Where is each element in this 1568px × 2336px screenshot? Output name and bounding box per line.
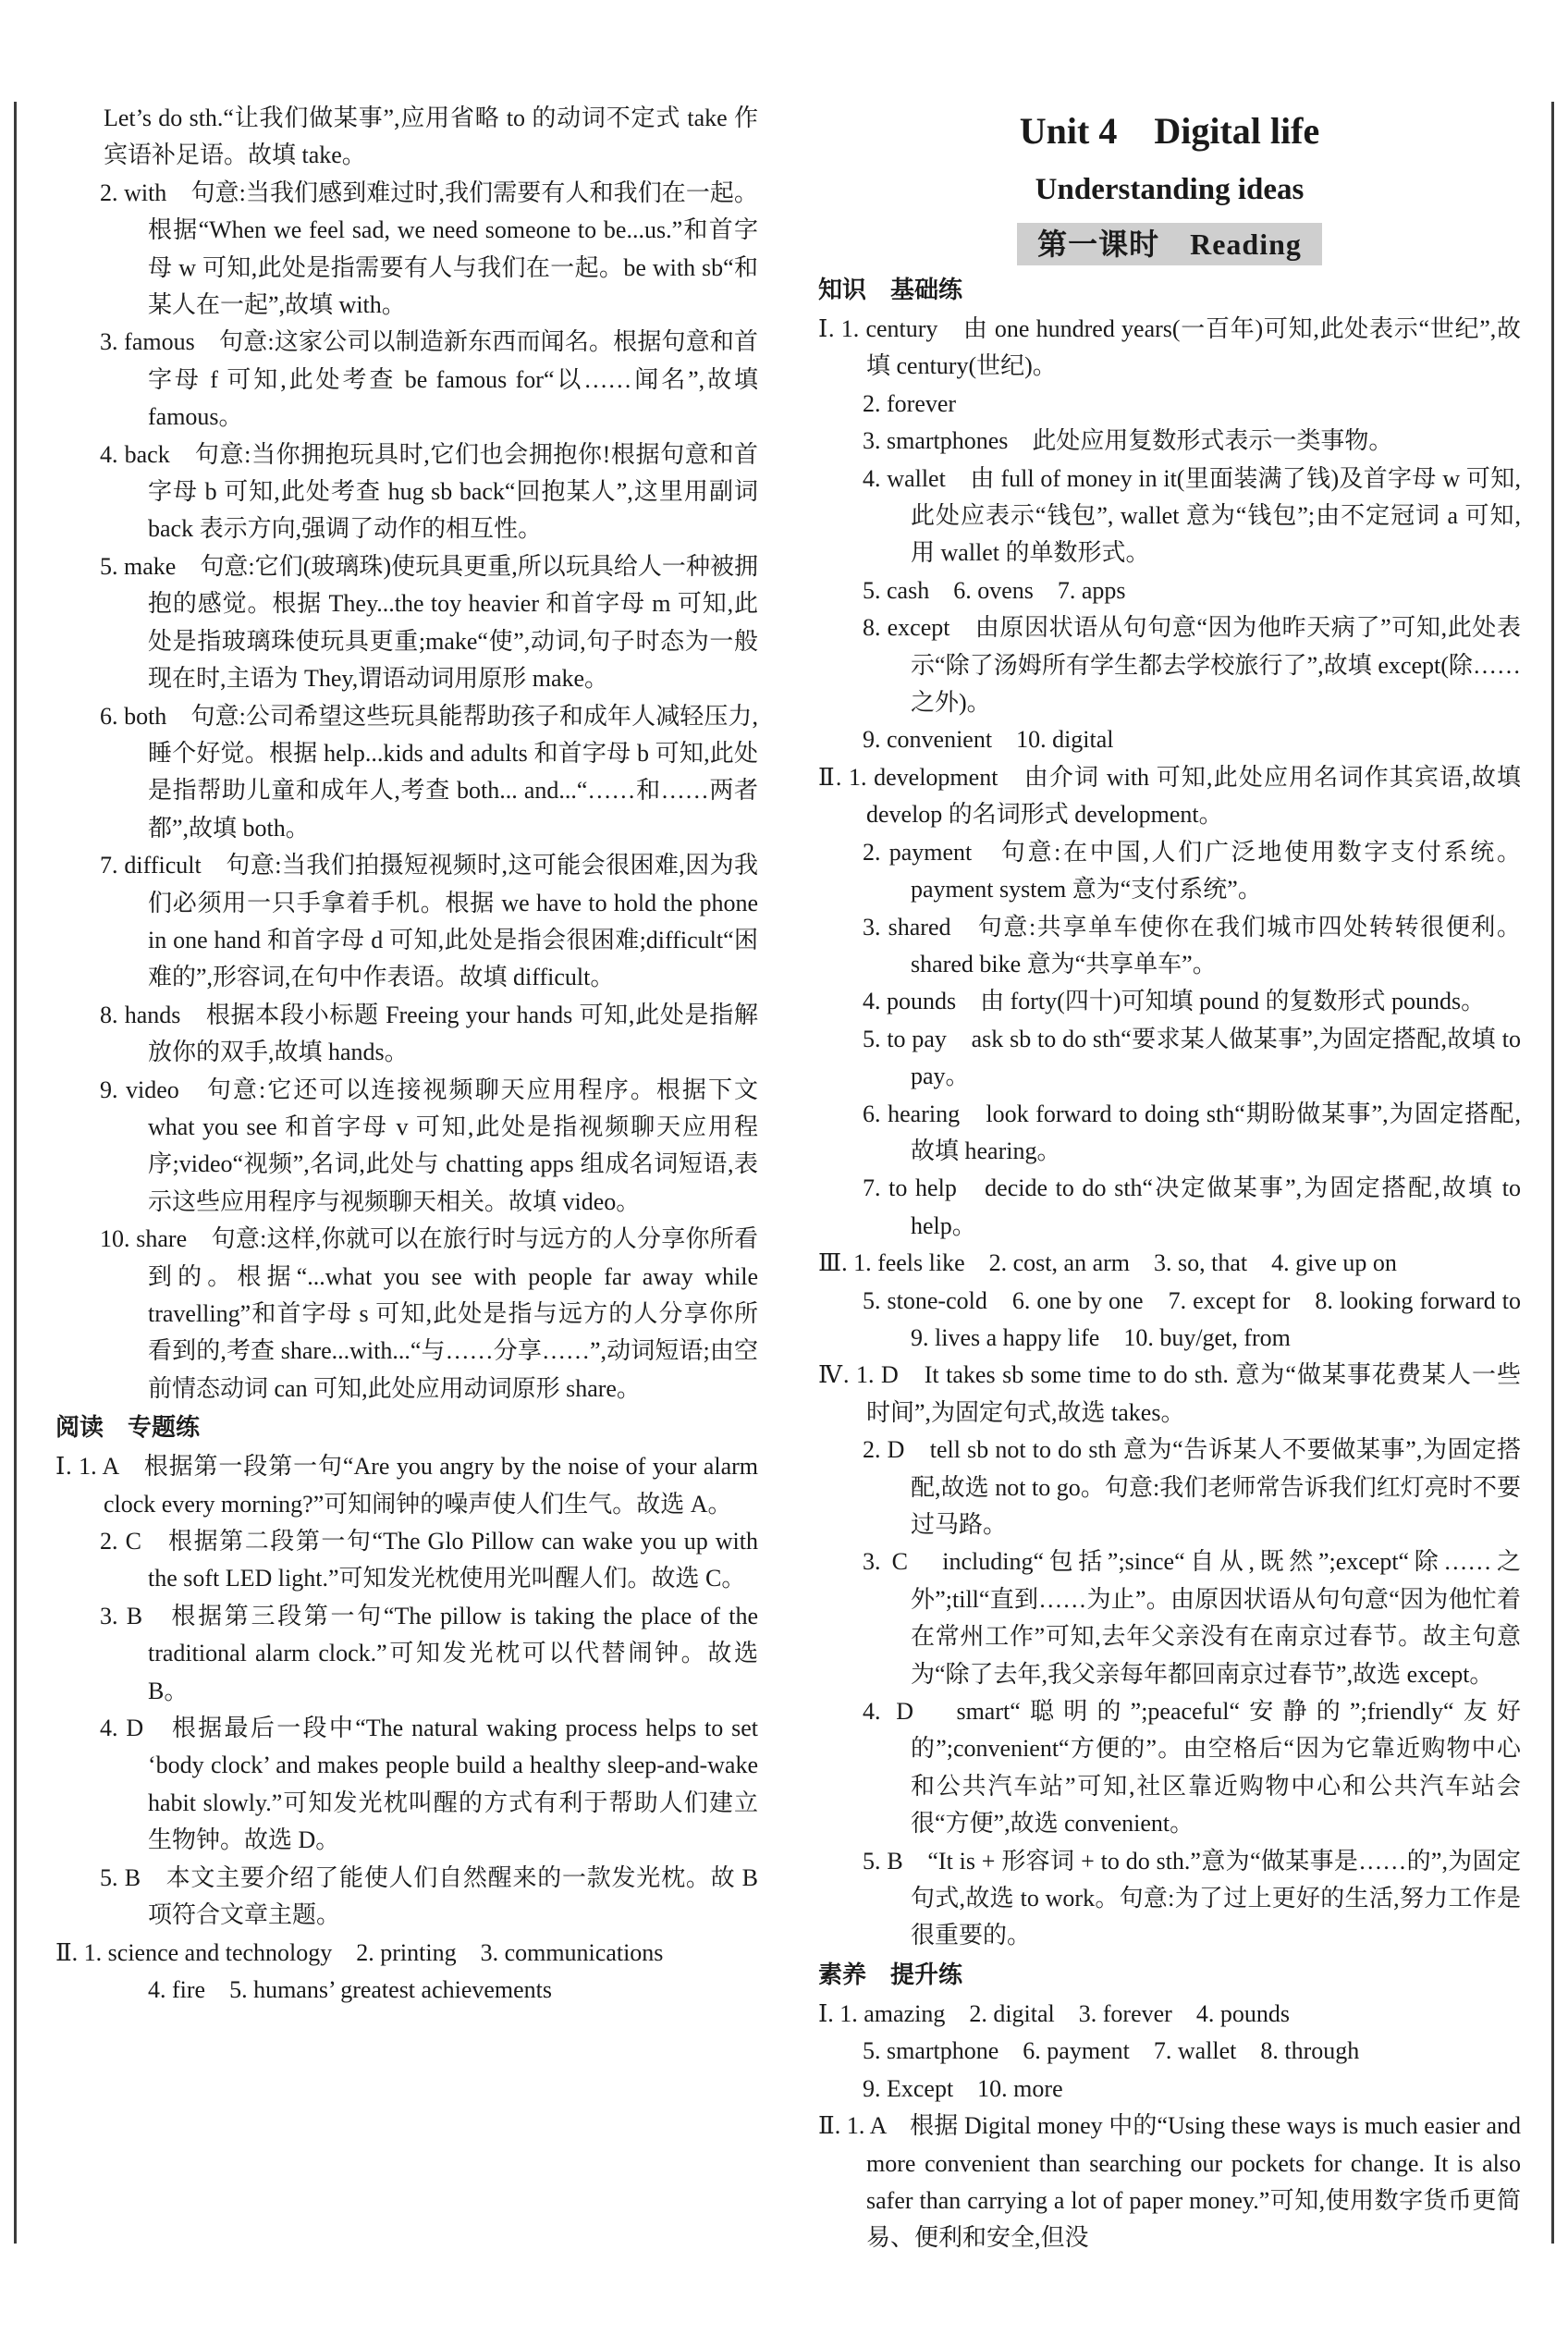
answer-entry: Ⅱ. 1. A 根据 Digital money 中的“Using these ways is much easier and more convenient than searching our pockets for change. It is also safer than carrying a lot of paper money.”可知,使用数字货币更简易、便利和安全,但没 [818, 2112, 1521, 2252]
answer-entry: 10. share 句意:这样,你就可以在旅行时与远方的人分享你所看到的。根据“...what you see with people far away while travelling”和首字母 s 可知,此处是指与远方的人分享你所看到的,考查 share...with...“与……分享……”,动词短语;由空前情态动词 can 可知,此处应用动词原形 share。 [100, 1225, 758, 1402]
right-margin-rule [1551, 102, 1554, 2244]
left-column [55, 100, 758, 2009]
answer-entry: Let’s do sth.“让我们做某事”,应用省略 to 的动词不定式 take 作宾语补足语。故填 take。 [104, 105, 758, 169]
answer-entry: 2. C 根据第二段第一句“The Glo Pillow can wake you up with the soft LED light.”可知发光枕使用光叫醒人们。故选 C。 [100, 1528, 758, 1592]
answer-entry: 5. B “It is + 形容词 + to do sth.”意为“做某事是……的”,为固定句式,故选 to work。句意:为了过上更好的生活,努力工作是很重要的。 [863, 1847, 1521, 1949]
answer-entry: 3. shared 句意:共享单车使你在我们城市四处转转很便利。shared bike 意为“共享单车”。 [863, 913, 1521, 977]
answer-entry: 5. stone-cold 6. one by one 7. except for 8. looking forward to 9. lives a happy life 10. buy/get, from [863, 1286, 1546, 1351]
answer-entry: 5. make 句意:它们(玻璃珠)使玩具更重,所以玩具给人一种被拥抱的感觉。根据 They...the toy heavier 和首字母 m 可知,此处是指玻璃珠使玩具更重;make“使”,动词,句子时态为一般现在时,主语为 They,谓语动词用原形 make。 [100, 552, 758, 693]
answer-entry: 7. difficult 句意:当我们拍摄短视频时,这可能会很困难,因为我们必须用一只手拿着手机。根据 we have to hold the phone in one hand 和首字母 d 可知,此处是指会很困难;difficult“困难的”,形容词,在句中作表语。故填 difficult。 [100, 852, 758, 991]
left-margin-rule [14, 102, 17, 2244]
right-entries [818, 270, 1546, 2257]
answer-entry: 4. wallet 由 full of money in it(里面装满了钱)及首字母 w 可知,此处应表示“钱包”, wallet 意为“钱包”;由不定冠词 a 可知,用 wallet 的单数形式。 [863, 464, 1521, 567]
answer-entry: 6. both 句意:公司希望这些玩具能帮助孩子和成年人减轻压力,睡个好觉。根据 help...kids and adults 和首字母 b 可知,此处是指帮助儿童和成年人,考查 both... and...“……和……两者都”,故填 both。 [100, 702, 758, 842]
answer-entry: 8. except 由原因状语从句句意“因为他昨天病了”可知,此处表示“除了汤姆所有学生都去学校旅行了”,故填 except(除……之外)。 [863, 614, 1521, 717]
answer-entry: 4. D smart“聪明的”;peaceful“安静的”;friendly“友好的”;convenient“方便的”。由空格后“因为它靠近购物中心和公共汽车站”可知,社区靠近购物中心和公共汽车站会很“方便”,故选 convenient。 [863, 1698, 1521, 1838]
answer-entry: Ⅰ. 1. A 根据第一段第一句“Are you angry by the noise of your alarm clock every morning?”可知闹钟的噪声使人们生气。故选 A。 [55, 1453, 758, 1518]
answer-entry: Ⅱ. 1. development 由介词 with 可知,此处应用名词作其宾语,故填 develop 的名词形式 development。 [818, 763, 1521, 829]
answer-entry: 7. to help decide to do sth“决定做某事”,为固定搭配,故填 to help。 [863, 1174, 1521, 1239]
answer-entry: 4. D 根据最后一段中“The natural waking process helps to set ‘body clock’ and makes people build a healthy sleep-and-wake habit slowly.”可知发光枕叫醒的方式有利于帮助人们建立生物钟。故选 D。 [100, 1715, 758, 1854]
lesson-banner [818, 218, 1521, 270]
answer-entry: 2. with 句意:当我们感到难过时,我们需要有人和我们在一起。根据“When we feel sad, we need someone to be...us.”和首字母 w 可知,此处是指需要有人与我们在一起。be with sb“和某人在一起”,故填 with。 [100, 178, 758, 319]
answer-entry: 2. payment 句意:在中国,人们广泛地使用数字支付系统。payment system 意为“支付系统”。 [863, 838, 1521, 904]
answer-entry: 4. back 句意:当你拥抱玩具时,它们也会拥抱你!根据句意和首字母 b 可知,此处考查 hug sb back“回抱某人”,这里用副词 back 表示方向,强调了动作的相互性。 [100, 440, 758, 543]
section-heading: 知识 基础练 [818, 277, 963, 304]
answer-entry: Ⅳ. 1. D It takes sb some time to do sth. 意为“做某事花费某人一些时间”,为固定句式,故选 takes。 [818, 1361, 1521, 1426]
answer-entry: 8. hands 根据本段小标题 Freeing your hands 可知,此处是指解放你的双手,故填 hands。 [100, 1001, 758, 1066]
answer-entry: 4. fire 5. humans’ greatest achievements [148, 1975, 553, 2003]
section-heading: 阅读 专题练 [55, 1414, 201, 1443]
answer-entry: 3. B 根据第三段第一句“The pillow is taking the place of the traditional alarm clock.”可知发光枕可以代替闹钟。故选 B。 [100, 1602, 758, 1704]
answer-entry: Ⅰ. 1. amazing 2. digital 3. forever 4. pounds [818, 1999, 1290, 2027]
answer-entry: 2. D tell sb not to do sth 意为“告诉某人不要做某事”,为固定搭配,故选 not to go。句意:我们老师常告诉我们红灯亮时不要过马路。 [863, 1436, 1521, 1538]
answer-entry: 5. smartphone 6. payment 7. wallet 8. through [863, 2037, 1360, 2065]
answer-entry: 4. pounds 由 forty(四十)可知填 pound 的复数形式 pounds。 [863, 988, 1486, 1015]
section-subtitle: Understanding ideas [1035, 173, 1305, 206]
answer-entry: 5. cash 6. ovens 7. apps [863, 576, 1126, 604]
right-column [818, 100, 1546, 2257]
answer-entry: Ⅲ. 1. feels like 2. cost, an arm 3. so, that 4. give up on [818, 1249, 1397, 1277]
answer-entry: 5. to pay ask sb to do sth“要求某人做某事”,为固定搭配,故填 to pay。 [863, 1025, 1521, 1090]
answer-entry: 6. hearing look forward to doing sth“期盼做某事”,为固定搭配,故填 hearing。 [863, 1100, 1521, 1164]
answer-entry: 9. Except 10. more [863, 2074, 1063, 2102]
section-heading: 素养 提升练 [818, 1961, 963, 1989]
lesson-banner-label: 第一课时 Reading [1017, 223, 1322, 265]
answer-entry: 3. famous 句意:这家公司以制造新东西而闻名。根据句意和首字母 f 可知,此处考查 be famous for“以……闻名”,故填 famous。 [100, 328, 758, 431]
answer-entry: Ⅱ. 1. science and technology 2. printing 3. communications [55, 1938, 664, 1966]
answer-entry: 3. smartphones 此处应用复数形式表示一类事物。 [863, 427, 1393, 455]
answer-entry: 9. video 句意:它还可以连接视频聊天应用程序。根据下文 what you see 和首字母 v 可知,此处是指视频聊天应用程序;video“视频”,名词,此处与 chatting apps 组成名词短语,表示这些应用程序与视频聊天相关。故填 video。 [100, 1076, 758, 1215]
answer-entry: Ⅰ. 1. century 由 one hundred years(一百年)可知,此处表示“世纪”,故填 century(世纪)。 [818, 315, 1521, 380]
answer-entry: 3. C including“包括”;since“自从,既然”;except“除……之外”;till“直到……为止”。由原因状语从句句意“因为他忙着在常州工作”可知,去年父亲没有在南京过春节。故主句意为“除了去年,我父亲每年都回南京过春节”,故选 except。 [863, 1548, 1521, 1688]
answer-entry: 5. B 本文主要介绍了能使人们自然醒来的一款发光枕。故 B 项符合文章主题。 [100, 1863, 758, 1929]
unit-title: Unit 4 Digital life [1019, 110, 1320, 152]
answer-entry: 2. forever [863, 389, 957, 417]
answer-entry: 9. convenient 10. digital [863, 726, 1114, 754]
